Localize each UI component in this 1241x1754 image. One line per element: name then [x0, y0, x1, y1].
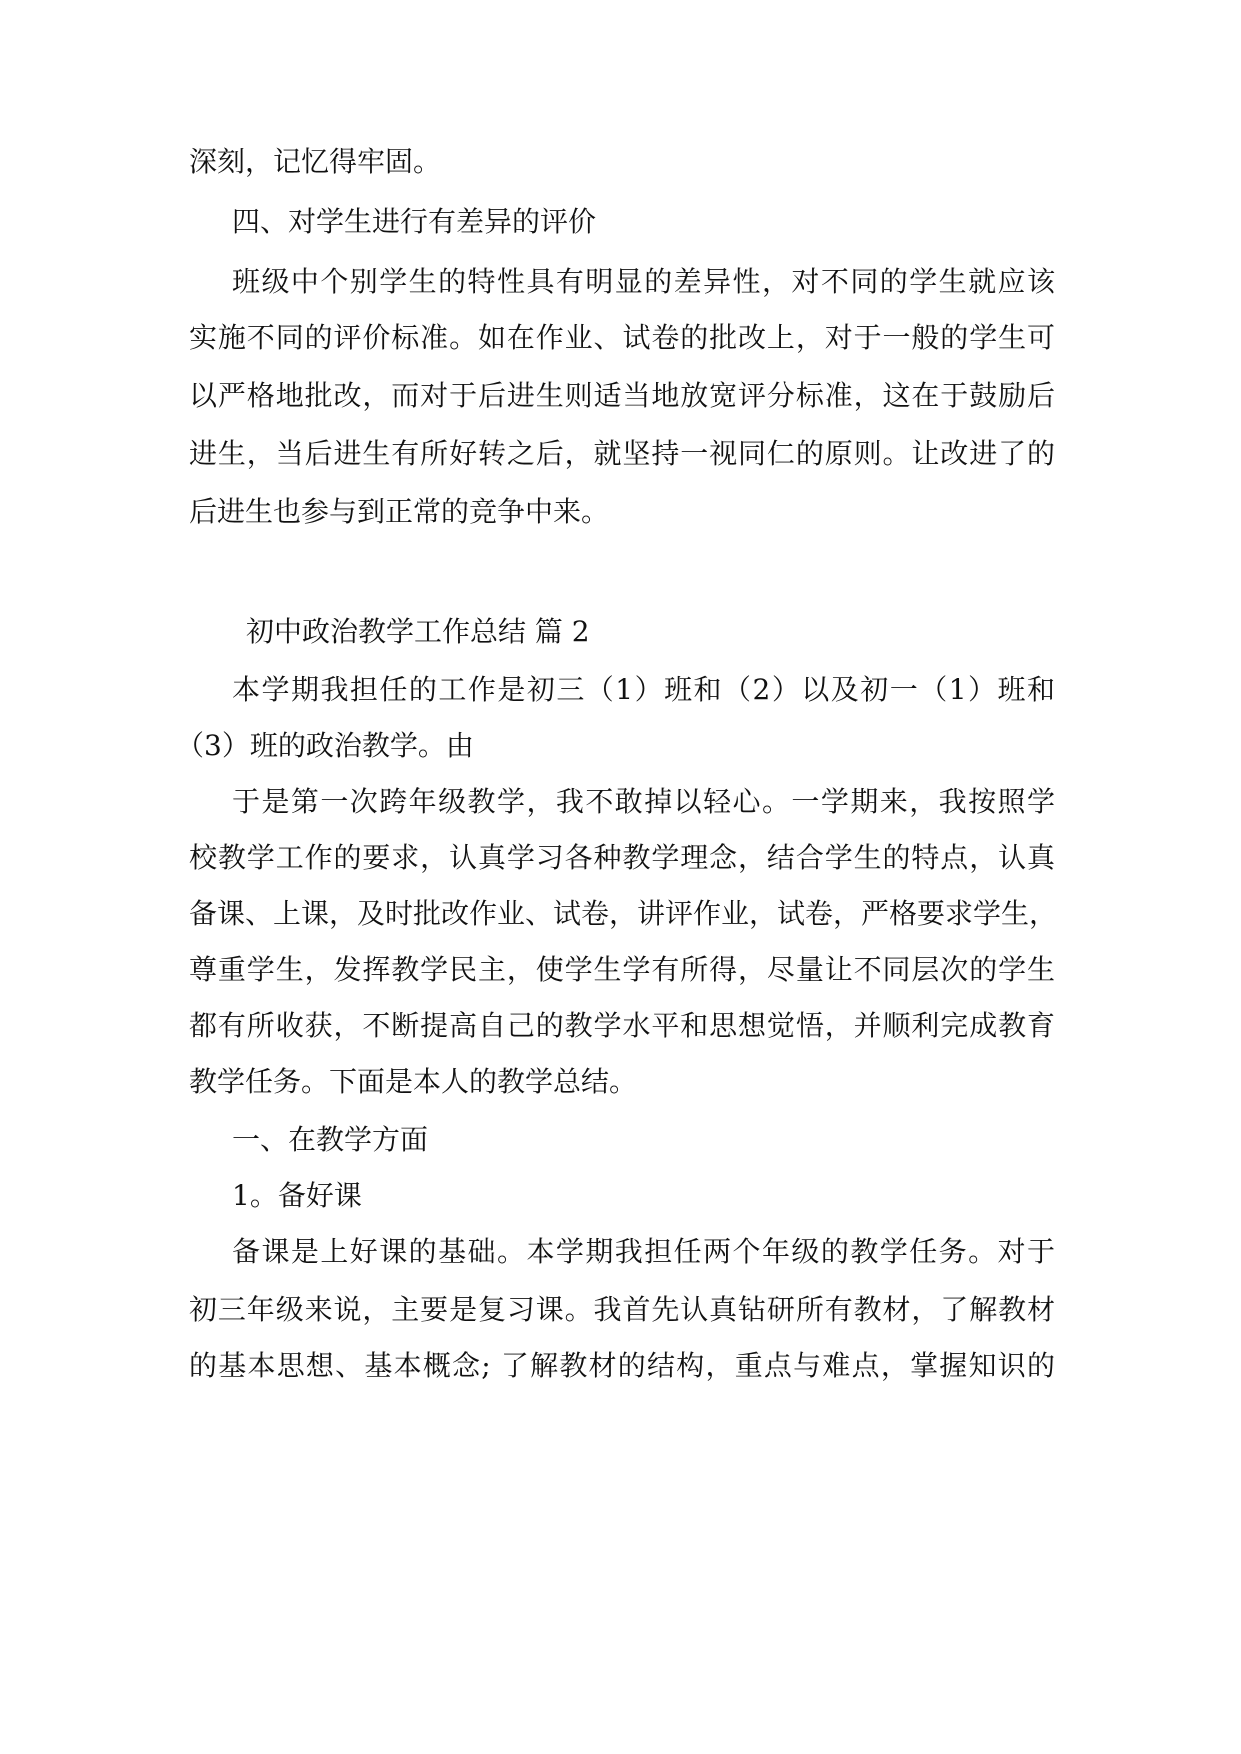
section-heading: 四、对学生进行有差异的评价 — [232, 205, 597, 238]
body-text-line: 实施不同的评价标准。如在作业、试卷的批改上，对于一般的学生可 — [189, 321, 1055, 354]
body-text-line: 进生，当后进生有所好转之后，就坚持一视同仁的原则。让改进了的 — [189, 437, 1055, 470]
body-text-line: 初三年级来说，主要是复习课。我首先认真钻研所有教材，了解教材 — [189, 1293, 1055, 1326]
section-heading: 一、在教学方面 — [232, 1123, 429, 1156]
body-text-line: 备课是上好课的基础。本学期我担任两个年级的教学任务。对于 — [232, 1235, 1055, 1268]
body-text-line: 班级中个别学生的特性具有明显的差异性，对不同的学生就应该 — [232, 265, 1055, 298]
body-text-line: 备课、上课，及时批改作业、试卷，讲评作业，试卷，严格要求学生， — [189, 897, 1058, 930]
body-text-line: 于是第一次跨年级教学，我不敢掉以轻心。一学期来，我按照学 — [232, 785, 1055, 818]
body-text-line: 都有所收获，不断提高自己的教学水平和思想觉悟，并顺利完成教育 — [189, 1009, 1055, 1042]
body-text-line: 以严格地批改，而对于后进生则适当地放宽评分标准，这在于鼓励后 — [189, 379, 1055, 412]
article-title: 初中政治教学工作总结 篇 2 — [246, 615, 590, 648]
subsection-heading: 1。备好课 — [232, 1179, 362, 1212]
body-text-line: 尊重学生，发挥教学民主，使学生学有所得，尽量让不同层次的学生 — [189, 953, 1055, 986]
body-text-line: 教学任务。下面是本人的教学总结。 — [189, 1065, 638, 1098]
body-text-line: 的基本思想、基本概念; 了解教材的结构，重点与难点，掌握知识的 — [189, 1349, 1055, 1382]
body-text-line: 后进生也参与到正常的竞争中来。 — [189, 495, 610, 528]
body-text-line: 本学期我担任的工作是初三（1）班和（2）以及初一（1）班和 — [232, 673, 1055, 706]
body-text-line: 校教学工作的要求，认真学习各种教学理念，结合学生的特点，认真 — [189, 841, 1055, 874]
body-text-line: （3）班的政治教学。由 — [176, 729, 474, 762]
body-text-line: 深刻，记忆得牢固。 — [189, 145, 442, 178]
